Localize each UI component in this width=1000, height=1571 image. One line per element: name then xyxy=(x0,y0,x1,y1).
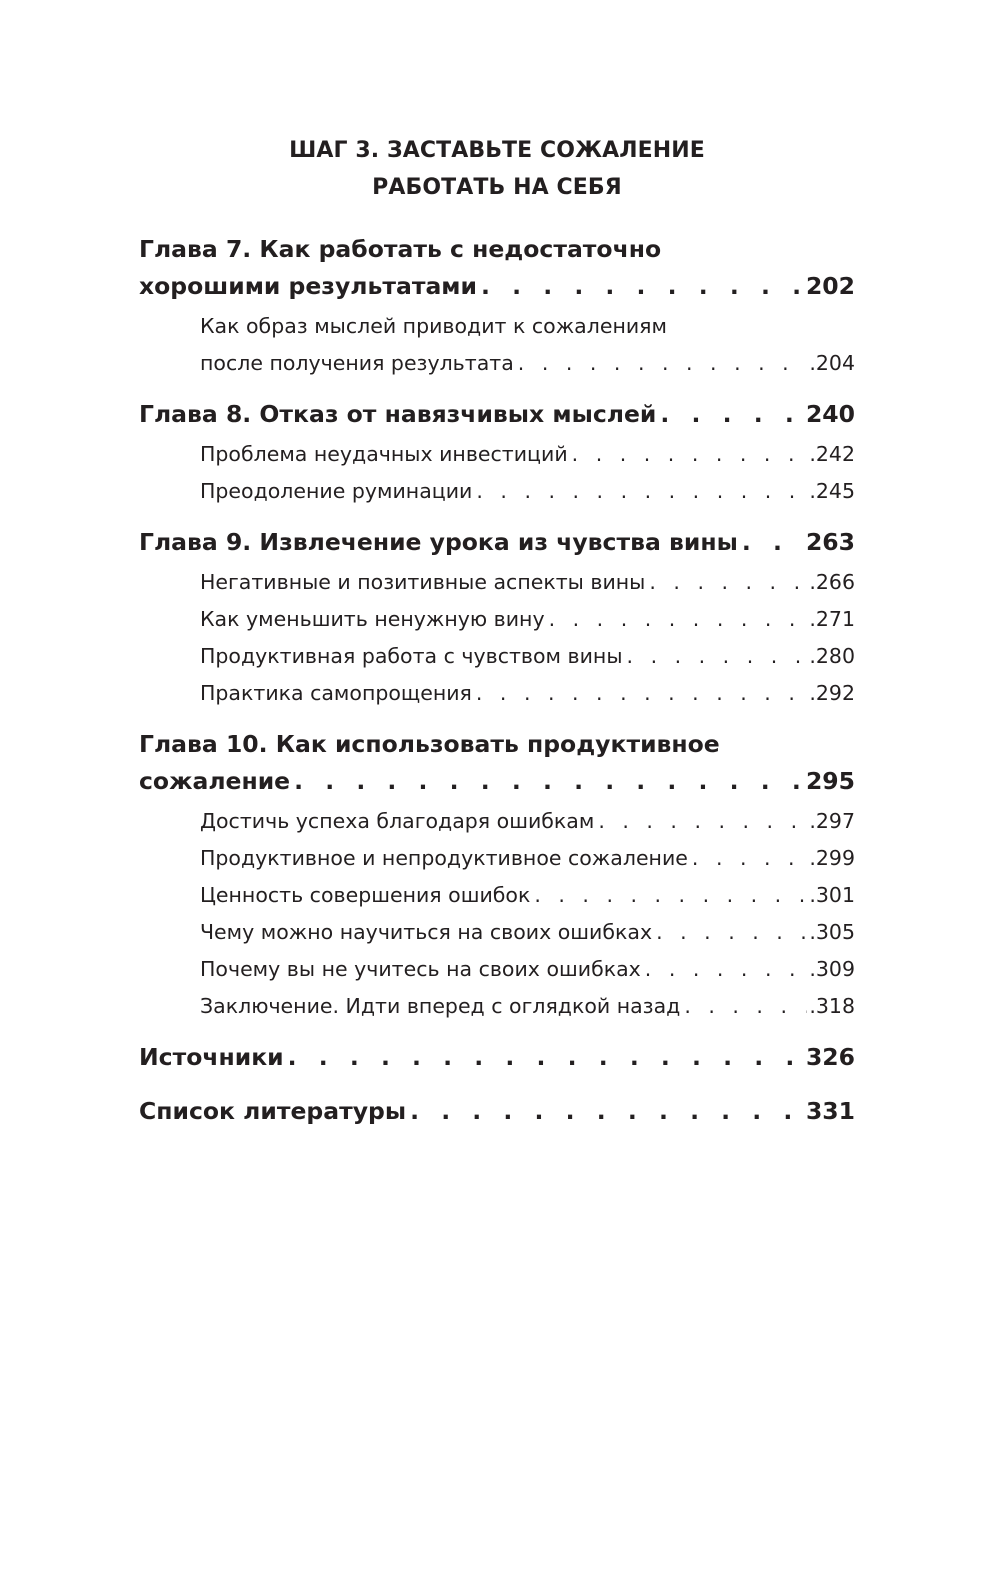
back-matter-entry xyxy=(139,1039,855,1076)
chapter-entry xyxy=(139,268,855,305)
chapter-page-number: 295 xyxy=(805,767,855,795)
chapter-title-line-1: Глава 7. Как работать с недостаточно xyxy=(139,235,662,263)
section-title: Чему можно научиться на своих ошибках xyxy=(200,920,653,944)
section-entry xyxy=(200,564,855,601)
back-matter-page-number: 326 xyxy=(805,1043,855,1071)
back-matter-title: Источники xyxy=(139,1043,284,1071)
dot-leader xyxy=(549,601,808,638)
section-page-number: .242 xyxy=(809,442,855,466)
section-title: Заключение. Идти вперед с оглядкой назад xyxy=(200,994,681,1018)
chapter-title: Глава 8. Отказ от навязчивых мыслей xyxy=(139,400,657,428)
section-page-number: .301 xyxy=(809,883,855,907)
section-title: Продуктивная работа с чувством вины xyxy=(200,644,623,668)
chapter-title-line-1: Глава 10. Как использовать продуктивное xyxy=(139,730,720,758)
section-page-number: .299 xyxy=(809,846,855,870)
dot-leader xyxy=(572,436,808,473)
dot-leader xyxy=(518,345,808,382)
back-matter xyxy=(139,1039,855,1130)
dot-leader xyxy=(476,473,807,510)
chapter-entry xyxy=(139,396,855,433)
section-list xyxy=(139,564,855,712)
table-of-contents xyxy=(139,132,855,1147)
section-entry xyxy=(200,436,855,473)
dot-leader xyxy=(476,675,807,712)
dot-leader xyxy=(660,396,800,433)
back-matter-entry xyxy=(139,1093,855,1130)
section-page-number: .318 xyxy=(809,994,855,1018)
section-title: Преодоление руминации xyxy=(200,479,473,503)
section-entry xyxy=(200,877,855,914)
section-title: Достичь успеха благодаря ошибкам xyxy=(200,809,595,833)
part-title-line-1: ШАГ 3. ЗАСТАВЬТЕ СОЖАЛЕНИЕ xyxy=(289,138,705,163)
section-entry xyxy=(200,803,855,840)
chapter-9 xyxy=(139,524,855,712)
chapter-title-line-2: хорошими результатами xyxy=(139,272,477,300)
section-page-number: .292 xyxy=(809,681,855,705)
dot-leader xyxy=(598,803,807,840)
chapter-list xyxy=(139,231,855,1130)
section-title: Проблема неудачных инвестиций xyxy=(200,442,568,466)
section-page-number: .245 xyxy=(809,479,855,503)
section-title: Ценность совершения ошибок xyxy=(200,883,531,907)
section-page-number: .266 xyxy=(809,570,855,594)
chapter-8 xyxy=(139,396,855,510)
section-title: Продуктивное и непродуктивное сожаление xyxy=(200,846,688,870)
chapter-entry xyxy=(139,763,855,800)
section-entry xyxy=(200,345,855,382)
dot-leader xyxy=(288,1039,800,1076)
chapter-title-line-2: сожаление xyxy=(139,767,291,795)
section-page-number: .297 xyxy=(809,809,855,833)
chapter-title: Глава 9. Извлечение урока из чувства вины xyxy=(139,528,738,556)
section-entry xyxy=(200,601,855,638)
chapter-entry xyxy=(139,524,855,561)
section-entry xyxy=(200,675,855,712)
section-list xyxy=(139,436,855,510)
back-matter-bibliography xyxy=(139,1093,855,1130)
chapter-7 xyxy=(139,231,855,382)
chapter-10 xyxy=(139,726,855,1025)
dot-leader xyxy=(534,877,807,914)
dot-leader xyxy=(649,564,807,601)
part-title-line-2: РАБОТАТЬ НА СЕБЯ xyxy=(372,175,622,200)
section-entry xyxy=(200,988,855,1025)
dot-leader xyxy=(742,524,800,561)
dot-leader xyxy=(627,638,808,675)
section-page-number: .271 xyxy=(809,607,855,631)
section-entry xyxy=(200,914,855,951)
section-entry xyxy=(200,951,855,988)
section-page-number: .309 xyxy=(809,957,855,981)
section-page-number: .305 xyxy=(809,920,855,944)
dot-leader xyxy=(692,840,807,877)
dot-leader xyxy=(294,763,800,800)
dot-leader xyxy=(410,1093,800,1130)
chapter-page-number: 240 xyxy=(805,400,855,428)
section-title: Практика самопрощения xyxy=(200,681,472,705)
dot-leader xyxy=(481,268,800,305)
back-matter-sources xyxy=(139,1039,855,1076)
chapter-page-number: 263 xyxy=(805,528,855,556)
section-title-line-2: после получения результата xyxy=(200,351,514,375)
section-page-number: .204 xyxy=(809,351,855,375)
section-list xyxy=(139,803,855,1025)
dot-leader xyxy=(645,951,808,988)
section-title: Почему вы не учитесь на своих ошибках xyxy=(200,957,641,981)
chapter-page-number: 202 xyxy=(805,272,855,300)
dot-leader xyxy=(656,914,807,951)
part-title xyxy=(139,132,855,206)
section-list xyxy=(139,308,855,382)
back-matter-page-number: 331 xyxy=(805,1097,855,1125)
section-entry xyxy=(200,840,855,877)
section-title: Как уменьшить ненужную вину xyxy=(200,607,545,631)
section-title: Негативные и позитивные аспекты вины xyxy=(200,570,646,594)
section-page-number: .280 xyxy=(809,644,855,668)
back-matter-title: Список литературы xyxy=(139,1097,407,1125)
section-entry xyxy=(200,638,855,675)
dot-leader xyxy=(684,988,807,1025)
section-title-line-1: Как образ мыслей приводит к сожалениям xyxy=(200,314,667,338)
section-entry xyxy=(200,473,855,510)
